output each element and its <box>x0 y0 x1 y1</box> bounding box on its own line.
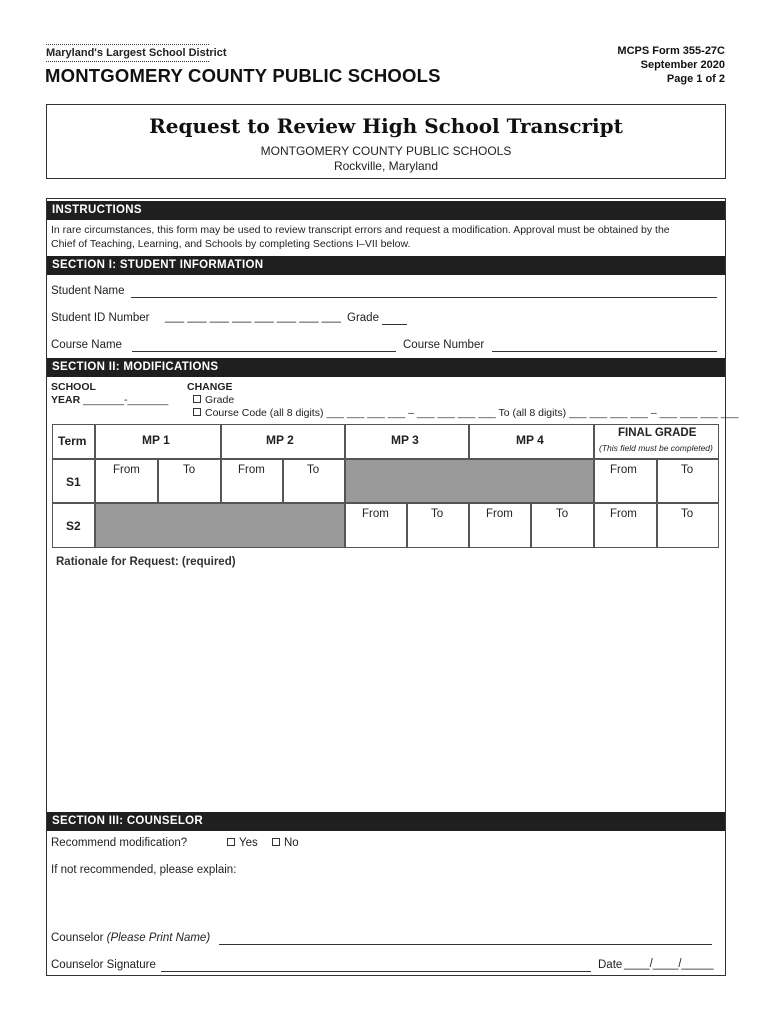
course-number-field[interactable] <box>492 351 717 352</box>
course-code-to-field[interactable]: ___ ___ ___ ___ – ___ ___ ___ ___ <box>569 407 739 419</box>
print-name-hint: (Please Print Name) <box>106 932 211 944</box>
yes-label: Yes <box>239 837 258 849</box>
s2-mp4-to-label: To <box>556 508 569 520</box>
mp4-header: MP 4 <box>516 433 544 447</box>
course-name-label: Course Name <box>51 339 122 351</box>
instructions-heading: INSTRUCTIONS <box>47 201 725 220</box>
mp3-header: MP 3 <box>391 433 419 447</box>
modifications-table <box>52 424 719 548</box>
student-name-label: Student Name <box>51 285 125 297</box>
course-name-field[interactable] <box>132 351 396 352</box>
tagline-rule-top <box>46 44 209 45</box>
title-location: Rockville, Maryland <box>333 159 439 173</box>
grade-checkbox[interactable] <box>193 395 201 403</box>
counselor-signature-field[interactable] <box>161 971 591 972</box>
s2-label: S2 <box>66 519 81 533</box>
grade-label: Grade <box>347 312 379 324</box>
s1-final-from-label: From <box>610 464 637 476</box>
year-label: YEAR <box>51 394 81 406</box>
course-code-to-label: To (all 8 digits) <box>498 407 567 419</box>
counselor-label: Counselor <box>51 932 104 944</box>
school-year-field[interactable]: _______-_______ <box>83 394 169 406</box>
rationale-label: Rationale for Request: (required) <box>56 556 236 568</box>
s1-mp2-from-label: From <box>238 464 265 476</box>
tagline-rule-bottom <box>46 61 209 62</box>
counselor-signature-label: Counselor Signature <box>51 959 156 971</box>
title-org: MONTGOMERY COUNTY PUBLIC SCHOOLS <box>260 144 512 158</box>
counselor-name-field[interactable] <box>219 944 712 945</box>
section2-heading: SECTION II: MODIFICATIONS <box>47 358 725 377</box>
term-header: Term <box>58 434 87 448</box>
s2-final-to-label: To <box>681 508 694 520</box>
instructions-line1: In rare circumstances, this form may be used to review transcript errors and request a modification. Approval must be obtained by the <box>51 224 670 236</box>
no-label: No <box>284 837 299 849</box>
s2-mp3-to-label: To <box>431 508 444 520</box>
s1-final-to-label: To <box>681 464 694 476</box>
final-grade-note: (This field must be completed) <box>599 443 713 453</box>
student-id-label: Student ID Number <box>51 312 150 324</box>
recommend-no-option[interactable] <box>272 837 299 849</box>
school-name-logo: MONTGOMERY COUNTY PUBLIC SCHOOLS <box>45 65 441 86</box>
change-label: CHANGE <box>187 381 233 393</box>
date-label: Date <box>598 959 623 971</box>
s2-mp1-mp2-shaded <box>95 503 345 548</box>
student-id-field[interactable]: ___ ___ ___ ___ ___ ___ ___ ___ <box>165 311 341 323</box>
explain-label: If not recommended, please explain: <box>51 864 237 876</box>
course-code-checkbox[interactable] <box>193 408 201 416</box>
s1-label: S1 <box>66 475 81 489</box>
s2-final-from-label: From <box>610 508 637 520</box>
option-course-code-label: Course Code (all 8 digits) <box>205 407 324 419</box>
course-number-label: Course Number <box>403 339 485 351</box>
form-date: September 2020 <box>640 59 725 71</box>
s2-mp3-from-label: From <box>362 508 389 520</box>
section1-heading: SECTION I: STUDENT INFORMATION <box>47 256 725 275</box>
rationale-field[interactable] <box>52 572 719 804</box>
form-meta <box>617 44 725 86</box>
school-year-row <box>51 394 168 406</box>
yes-checkbox[interactable] <box>227 838 235 846</box>
section3-heading: SECTION III: COUNSELOR <box>47 812 725 831</box>
district-tagline: Maryland's Largest School District <box>46 47 227 59</box>
page-title: Request to Review High School Transcript <box>149 114 623 138</box>
s2-mp4-from-label: From <box>486 508 513 520</box>
option-grade-label: Grade <box>205 394 235 406</box>
mp2-header: MP 2 <box>266 433 294 447</box>
student-name-field[interactable] <box>131 297 717 298</box>
option-grade[interactable] <box>193 394 234 406</box>
final-grade-header: FINAL GRADE <box>618 427 697 439</box>
title-box <box>46 104 726 179</box>
s1-mp2-to-label: To <box>307 464 320 476</box>
counselor-name-label <box>51 932 210 944</box>
course-code-from-field[interactable]: ___ ___ ___ ___ – ___ ___ ___ ___ <box>326 407 496 419</box>
mp1-header: MP 1 <box>142 433 170 447</box>
explain-field[interactable] <box>51 880 718 925</box>
date-field[interactable]: ____/____/_____ <box>624 958 714 970</box>
form-number: MCPS Form 355-27C <box>617 45 725 57</box>
s1-mp1-to-label: To <box>183 464 196 476</box>
s1-mp1-from-label: From <box>113 464 140 476</box>
grade-field[interactable] <box>382 324 407 325</box>
option-course-code[interactable] <box>193 407 738 419</box>
school-label: SCHOOL <box>51 381 96 393</box>
recommend-label: Recommend modification? <box>51 837 188 849</box>
instructions-line2: Chief of Teaching, Learning, and Schools by completing Sections I–VII below. <box>51 238 411 250</box>
s1-mp3-mp4-shaded <box>345 459 594 503</box>
no-checkbox[interactable] <box>272 838 280 846</box>
recommend-yes-option[interactable] <box>227 837 258 849</box>
page-info: Page 1 of 2 <box>666 73 725 85</box>
